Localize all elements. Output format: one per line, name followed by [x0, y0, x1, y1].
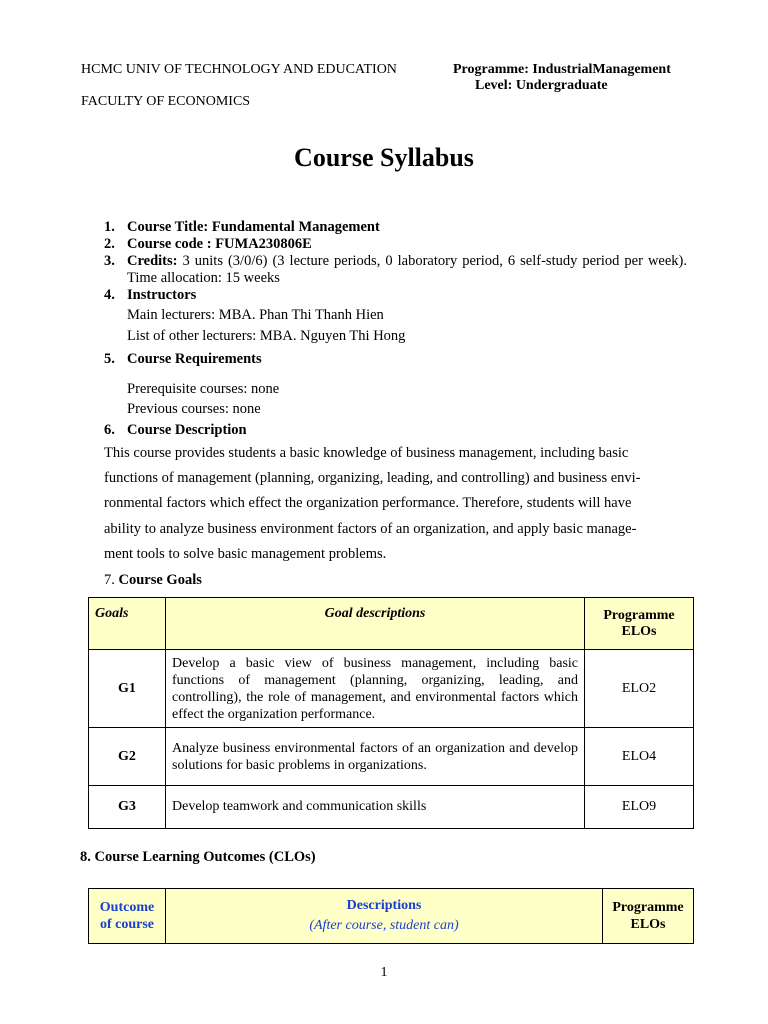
faculty-name: FACULTY OF ECONOMICS	[81, 94, 251, 109]
prerequisite-courses: Prerequisite courses: none	[127, 381, 280, 397]
goal-id: G1	[89, 650, 166, 728]
goals-heading-label: Course Goals	[118, 572, 202, 588]
course-code: Course code : FUMA230806E	[127, 236, 312, 252]
goals-table	[88, 597, 694, 829]
programme-elos-header: Programme ELOs	[603, 889, 694, 944]
item-number: 2.	[104, 236, 115, 252]
item-number: 6.	[104, 422, 115, 438]
table-row	[89, 650, 694, 728]
descriptions-header-subtitle: (After course, student can)	[309, 918, 459, 933]
main-lecturers: Main lecturers: MBA. Phan Thi Thanh Hien	[127, 307, 384, 323]
goal-id: G3	[89, 786, 166, 829]
programme-elos-header: Programme ELOs	[585, 598, 694, 650]
goal-description: Develop teamwork and communication skills	[166, 786, 585, 829]
previous-courses: Previous courses: none	[127, 401, 261, 417]
requirements-heading: Course Requirements	[127, 351, 262, 367]
course-description	[104, 441, 688, 567]
credits	[127, 253, 687, 287]
goal-descriptions-header: Goal descriptions	[166, 598, 585, 650]
clo-table	[88, 888, 694, 944]
goals-header: Goals	[89, 598, 166, 650]
item-number: 5.	[104, 351, 115, 367]
page-number: 1	[380, 965, 388, 980]
outcome-header: Outcome of course	[89, 889, 166, 944]
descriptions-header-title: Descriptions	[346, 898, 422, 913]
goal-description: Develop a basic view of business management, including basic functions of management (planning, organizing, leading, and controlling), the role of management, and environmental factors which effect the organization performance.	[166, 650, 585, 728]
goal-id: G2	[89, 728, 166, 786]
item-number: 7.	[104, 572, 115, 588]
instructors-heading: Instructors	[127, 287, 197, 303]
item-number: 4.	[104, 287, 115, 303]
description-line: ability to analyze business environment factors of an organization, and apply basic manage-	[104, 520, 637, 537]
description-line: functions of management (planning, organizing, leading, and controlling) and business envi-	[104, 470, 641, 487]
goals-heading	[104, 572, 202, 589]
university-name: HCMC UNIV OF TECHNOLOGY AND EDUCATION	[81, 62, 397, 77]
table-row	[89, 728, 694, 786]
table-header-row	[89, 598, 694, 650]
credits-text: 3 units (3/0/6) (3 lecture periods, 0 laboratory period, 6 self-study period per week). Time allocation: 15 weeks	[127, 253, 687, 286]
item-number: 3.	[104, 253, 115, 269]
description-line: ment tools to solve basic management problems.	[104, 545, 387, 562]
goal-elo: ELO9	[585, 786, 694, 829]
descriptions-header	[166, 889, 603, 944]
table-row	[89, 786, 694, 829]
item-number: 1.	[104, 219, 115, 235]
credits-label: Credits:	[127, 253, 178, 269]
table-header-row	[89, 889, 694, 944]
description-heading: Course Description	[127, 422, 247, 438]
description-line: This course provides students a basic knowledge of business management, including basic	[104, 445, 629, 461]
other-lecturers: List of other lecturers: MBA. Nguyen Thi Hong	[127, 328, 406, 344]
clo-heading: 8. Course Learning Outcomes (CLOs)	[80, 849, 316, 865]
page-title: Course Syllabus	[294, 143, 474, 172]
description-line: ronmental factors which effect the organization performance. Therefore, students will have	[104, 495, 632, 512]
level: Level: Undergraduate	[475, 78, 608, 93]
programme: Programme: IndustrialManagement	[453, 62, 671, 77]
goal-description: Analyze business environmental factors of an organization and develop solutions for basic problems in organizations.	[166, 728, 585, 786]
goal-elo: ELO4	[585, 728, 694, 786]
goal-elo: ELO2	[585, 650, 694, 728]
course-title: Course Title: Fundamental Management	[127, 219, 380, 235]
